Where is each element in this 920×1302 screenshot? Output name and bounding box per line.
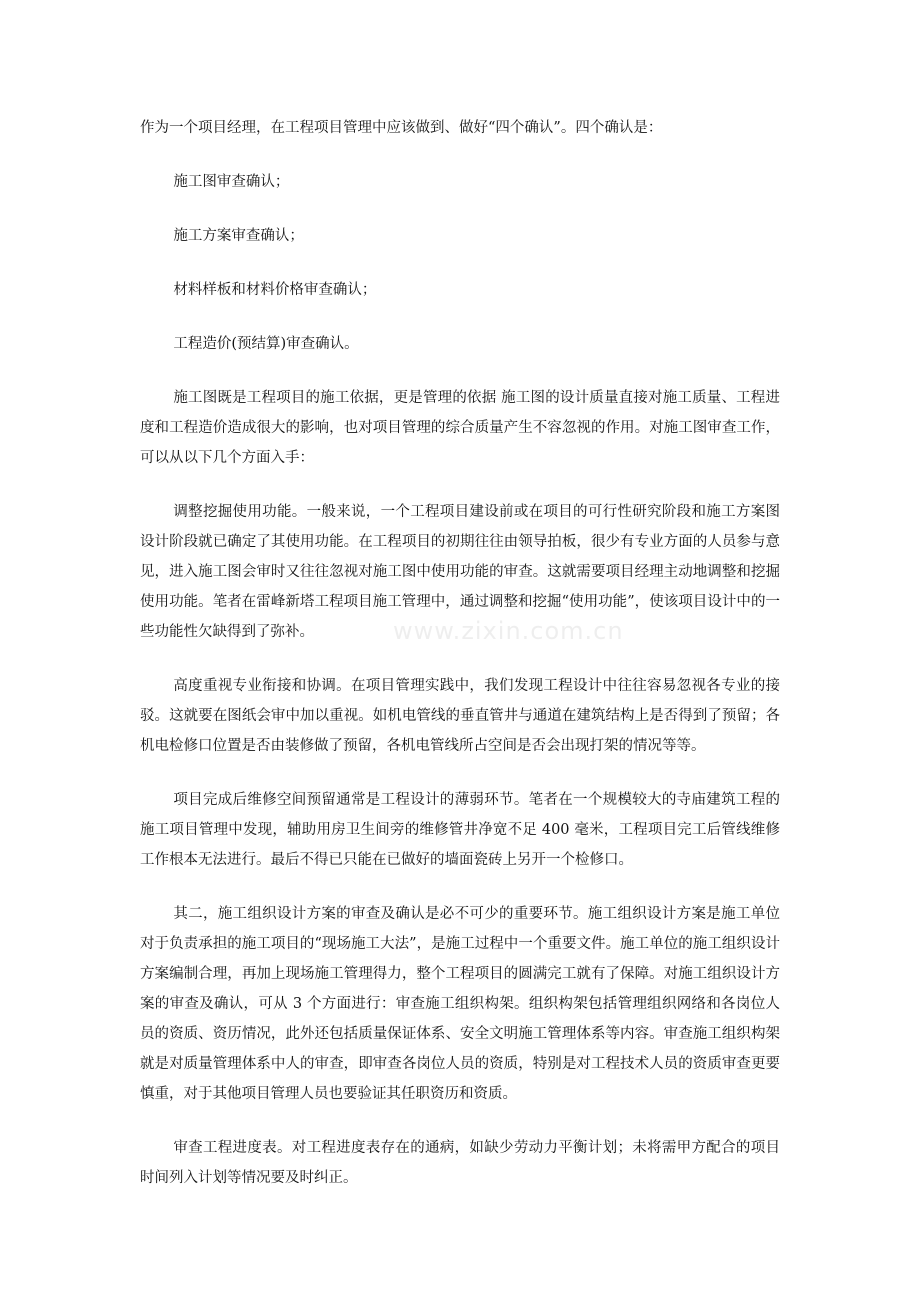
list-item-drawing-review: 施工图审查确认； xyxy=(173,174,290,190)
watermark-text: www.zixin.com.cn xyxy=(393,617,624,645)
body-paragraph: 调整挖掘使用功能。一般来说，一个工程项目建设前或在项目的可行性研究阶段和施工方案图设计阶段就已确定了其使用功能。在工程项目的初期往往由领导拍板，很少有专业方面的人员参与意见，进入施工图会审时又往往忽视对施工图中使用功能的审查。这就需要项目经理主动地调整和挖掘使用功能。笔者在雷峰新塔工程项目施工管理中，通过调整和挖掘“使用功能”，使该项目设计中的一些功能性欠缺得到了弥补。 xyxy=(140,504,780,640)
body-paragraph: 高度重视专业衔接和协调。在项目管理实践中，我们发现工程设计中往往容易忽视各专业的接驳。这就要在图纸会审中加以重视。如机电管线的垂直管井与通道在建筑结构上是否得到了预留；各机电检修口位置是否由装修做了预留，各机电管线所占空间是否会出现打架的情况等等。 xyxy=(140,678,780,754)
list-item-material-review: 材料样板和材料价格审查确认； xyxy=(173,282,377,298)
list-item-plan-review: 施工方案审查确认； xyxy=(173,228,304,244)
body-paragraph: 项目完成后维修空间预留通常是工程设计的薄弱环节。笔者在一个规模较大的寺庙建筑工程的施工项目管理中发现，辅助用房卫生间旁的维修管井净宽不足 400 毫米，工程项目完工后管线维修工作根本无法进行。最后不得已只能在已做好的墙面瓷砖上另开一个检修口。 xyxy=(140,792,780,868)
document-body xyxy=(140,113,780,1217)
list-item-cost-review: 工程造价(预结算)审查确认。 xyxy=(173,336,359,352)
body-paragraph: 审查工程进度表。对工程进度表存在的通病，如缺少劳动力平衡计划；未将需甲方配合的项目时间列入计划等情况要及时纠正。 xyxy=(140,1140,780,1186)
body-paragraph: 其二，施工组织设计方案的审查及确认是必不可少的重要环节。施工组织设计方案是施工单位对于负责承担的施工项目的“现场施工大法”，是施工过程中一个重要文件。施工单位的施工组织设计方案编制合理，再加上现场施工管理得力，整个工程项目的圆满完工就有了保障。对施工组织设计方案的审查及确认，可从 3 个方面进行：审查施工组织构架。组织构架包括管理组织网络和各岗位人员的资质、资历情况，此外还包括质量保证体系、安全文明施工管理体系等内容。审查施工组织构架就是对质量管理体系中人的审查，即审查各岗位人员的资质，特别是对工程技术人员的资质审查更要慎重，对于其他项目管理人员也要验证其任职资历和资质。 xyxy=(140,906,780,1102)
body-paragraph: 施工图既是工程项目的施工依据，更是管理的依据 施工图的设计质量直接对施工质量、工程进度和工程造价造成很大的影响，也对项目管理的综合质量产生不容忽视的作用。对施工图审查工作，可以从以下几个方面入手： xyxy=(140,390,780,466)
intro-paragraph: 作为一个项目经理，在工程项目管理中应该做到、做好“四个确认”。四个确认是： xyxy=(140,120,663,136)
